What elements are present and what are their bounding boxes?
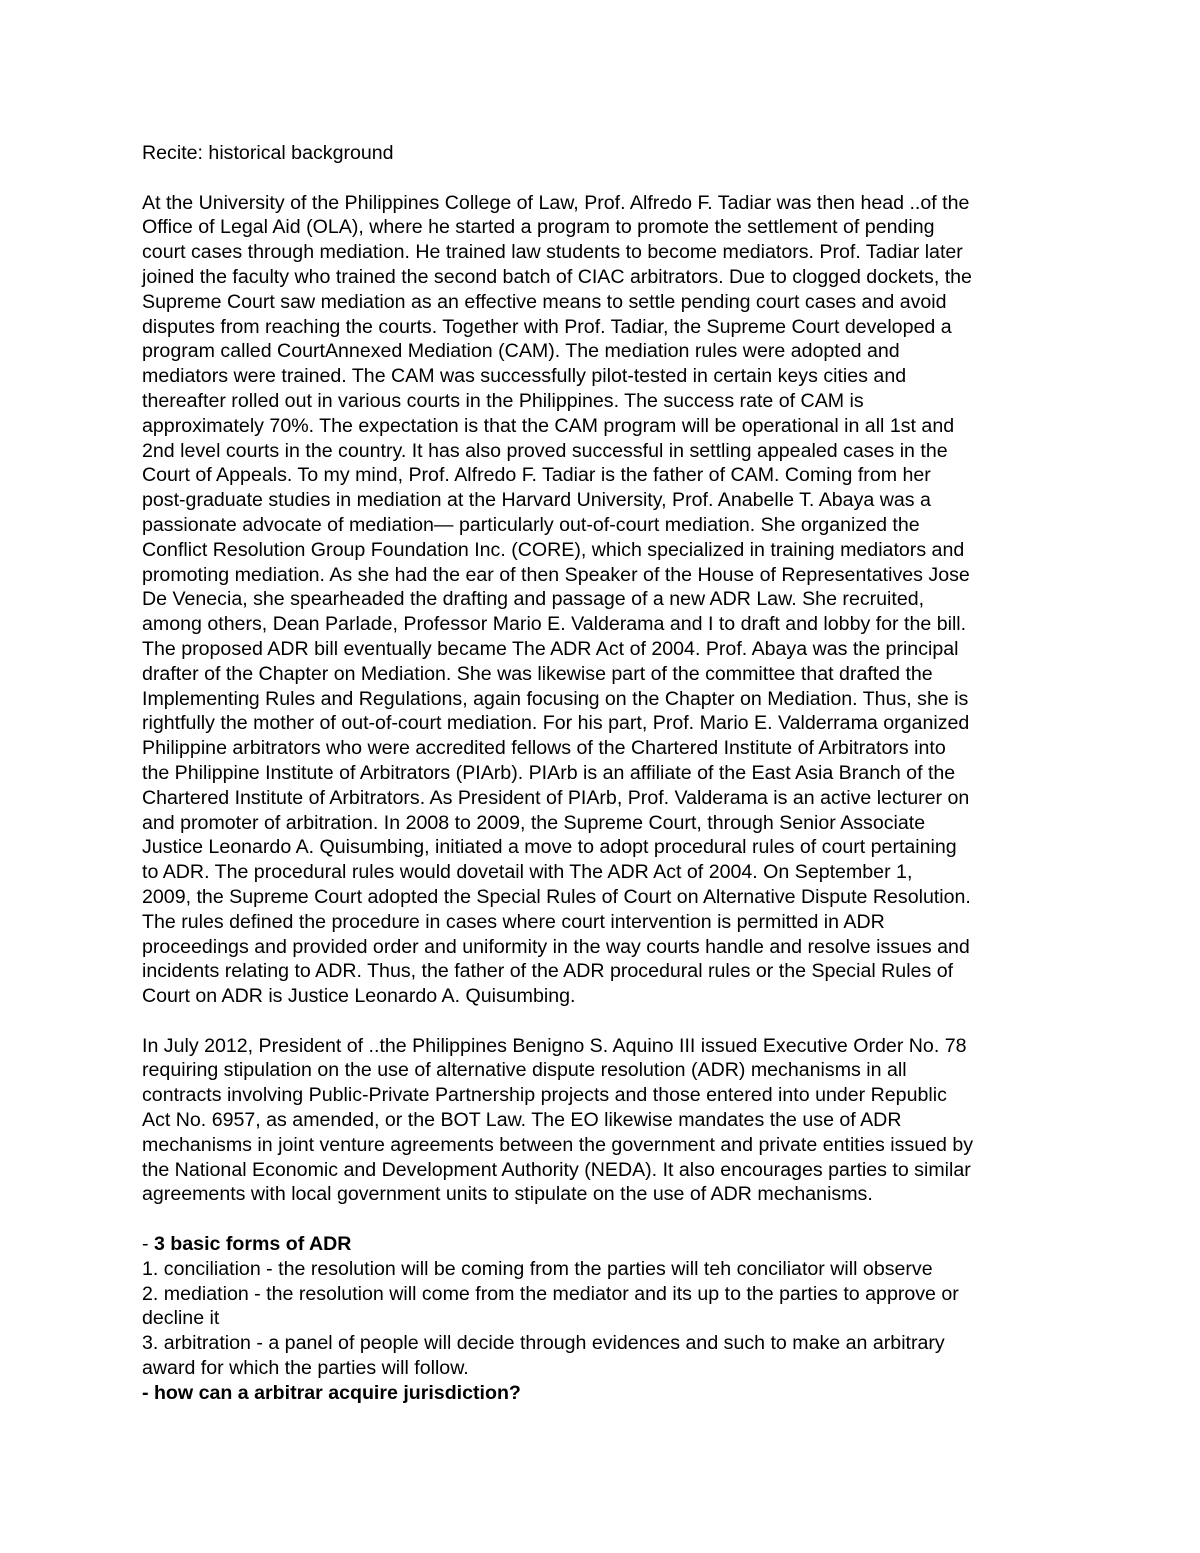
text-line: 2nd level courts in the country. It has also proved successful in settling appealed cases in the (142, 439, 948, 462)
document-page (142, 141, 1067, 1406)
text-line: 2009, the Supreme Court adopted the Special Rules of Court on Alternative Dispute Resolution. (142, 885, 971, 908)
text-line: Supreme Court saw mediation as an effective means to settle pending court cases and avoid (142, 290, 947, 313)
historical-background-paragraph (142, 191, 1067, 1009)
text-line: program called CourtAnnexed Mediation (CAM). The mediation rules were adopted and (142, 340, 900, 363)
text-line: proceedings and provided order and uniformity in the way courts handle and resolve issues and (142, 935, 970, 958)
text-line: contracts involving Public-Private Partnership projects and those entered into under Republic (142, 1084, 947, 1107)
text-line: disputes from reaching the courts. Together with Prof. Tadiar, the Supreme Court developed a (142, 315, 952, 338)
text-line: Act No. 6957, as amended, or the BOT Law. The EO likewise mandates the use of ADR (142, 1109, 902, 1132)
text-line: the Philippine Institute of Arbitrators (PIArb). PIArb is an affiliate of the East Asia Branch of the (142, 761, 956, 784)
text-line: The proposed ADR bill eventually became The ADR Act of 2004. Prof. Abaya was the principal (142, 637, 959, 660)
text-line: the National Economic and Development Authority (NEDA). It also encourages parties to similar (142, 1158, 971, 1181)
text-line: Court of Appeals. To my mind, Prof. Alfredo F. Tadiar is the father of CAM. Coming from her (142, 464, 931, 487)
text-line: requiring stipulation on the use of alternative dispute resolution (ADR) mechanisms in all (142, 1059, 907, 1082)
text-line: drafter of the Chapter on Mediation. She was likewise part of the committee that drafted the (142, 662, 933, 685)
text-line: promoting mediation. As she had the ear of then Speaker of the House of Representatives Jose (142, 563, 970, 586)
text-line: court cases through mediation. He trained law students to become mediators. Prof. Tadiar later (142, 241, 963, 264)
text-line: Justice Leonardo A. Quisumbing, initiated a move to adopt procedural rules of court pertaining (142, 836, 957, 859)
jurisdiction-question: - how can a arbitrar acquire jurisdiction? (142, 1381, 521, 1404)
document-title: Recite: historical background (142, 142, 394, 164)
list-item: award for which the parties will follow. (142, 1357, 469, 1380)
text-line: passionate advocate of mediation— particularly out-of-court mediation. She organized the (142, 513, 920, 536)
adr-forms-heading (142, 1232, 1067, 1257)
text-line: Court on ADR is Justice Leonardo A. Quisumbing. (142, 985, 576, 1008)
text-line: At the University of the Philippines College of Law, Prof. Alfredo F. Tadiar was then head ..of the (142, 191, 970, 214)
text-line: The rules defined the procedure in cases where court intervention is permitted in ADR (142, 910, 885, 933)
text-line: approximately 70%. The expectation is that the CAM program will be operational in all 1st and (142, 414, 955, 437)
heading-text: 3 basic forms of ADR (153, 1233, 352, 1256)
text-line: In July 2012, President of ..the Philippines Benigno S. Aquino III issued Executive Order No. 78 (142, 1034, 967, 1057)
text-line: mechanisms in joint venture agreements between the government and private entities issued by (142, 1133, 974, 1156)
text-line: thereafter rolled out in various courts in the Philippines. The success rate of CAM is (142, 389, 864, 412)
list-item: 1. conciliation - the resolution will be coming from the parties will teh conciliator will observe (142, 1257, 933, 1280)
text-line: agreements with local government units to stipulate on the use of ADR mechanisms. (142, 1183, 873, 1206)
list-item: 2. mediation - the resolution will come from the mediator and its up to the parties to approve or (142, 1282, 959, 1305)
text-line: among others, Dean Parlade, Professor Mario E. Valderama and I to draft and lobby for the bill. (142, 613, 967, 636)
text-line: post-graduate studies in mediation at the Harvard University, Prof. Anabelle T. Abaya was a (142, 489, 931, 512)
text-line: Chartered Institute of Arbitrators. As President of PIArb, Prof. Valderama is an active lecturer on (142, 786, 970, 809)
text-line: rightfully the mother of out-of-court mediation. For his part, Prof. Mario E. Valderrama organized (142, 712, 970, 735)
list-item: decline it (142, 1307, 220, 1330)
adr-forms-section (142, 1232, 1067, 1406)
text-line: to ADR. The procedural rules would dovetail with The ADR Act of 2004. On September 1, (142, 861, 913, 884)
heading-dash: - (142, 1233, 154, 1256)
text-line: Philippine arbitrators who were accredited fellows of the Chartered Institute of Arbitrators into (142, 737, 946, 760)
list-item: 3. arbitration - a panel of people will decide through evidences and such to make an arbitrary (142, 1332, 945, 1355)
text-line: Office of Legal Aid (OLA), where he started a program to promote the settlement of pending (142, 216, 935, 239)
text-line: Implementing Rules and Regulations, again focusing on the Chapter on Mediation. Thus, she is (142, 687, 969, 710)
text-line: and promoter of arbitration. In 2008 to 2009, the Supreme Court, through Senior Associate (142, 811, 926, 834)
text-line: Conflict Resolution Group Foundation Inc. (CORE), which specialized in training mediators and (142, 538, 965, 561)
executive-order-paragraph (142, 1034, 1067, 1208)
text-line: De Venecia, she spearheaded the drafting and passage of a new ADR Law. She recruited, (142, 588, 925, 611)
text-line: mediators were trained. The CAM was successfully pilot-tested in certain keys cities and (142, 365, 907, 388)
text-line: joined the faculty who trained the second batch of CIAC arbitrators. Due to clogged dockets, the (142, 265, 972, 288)
text-line: incidents relating to ADR. Thus, the father of the ADR procedural rules or the Special Rules of (142, 960, 954, 983)
